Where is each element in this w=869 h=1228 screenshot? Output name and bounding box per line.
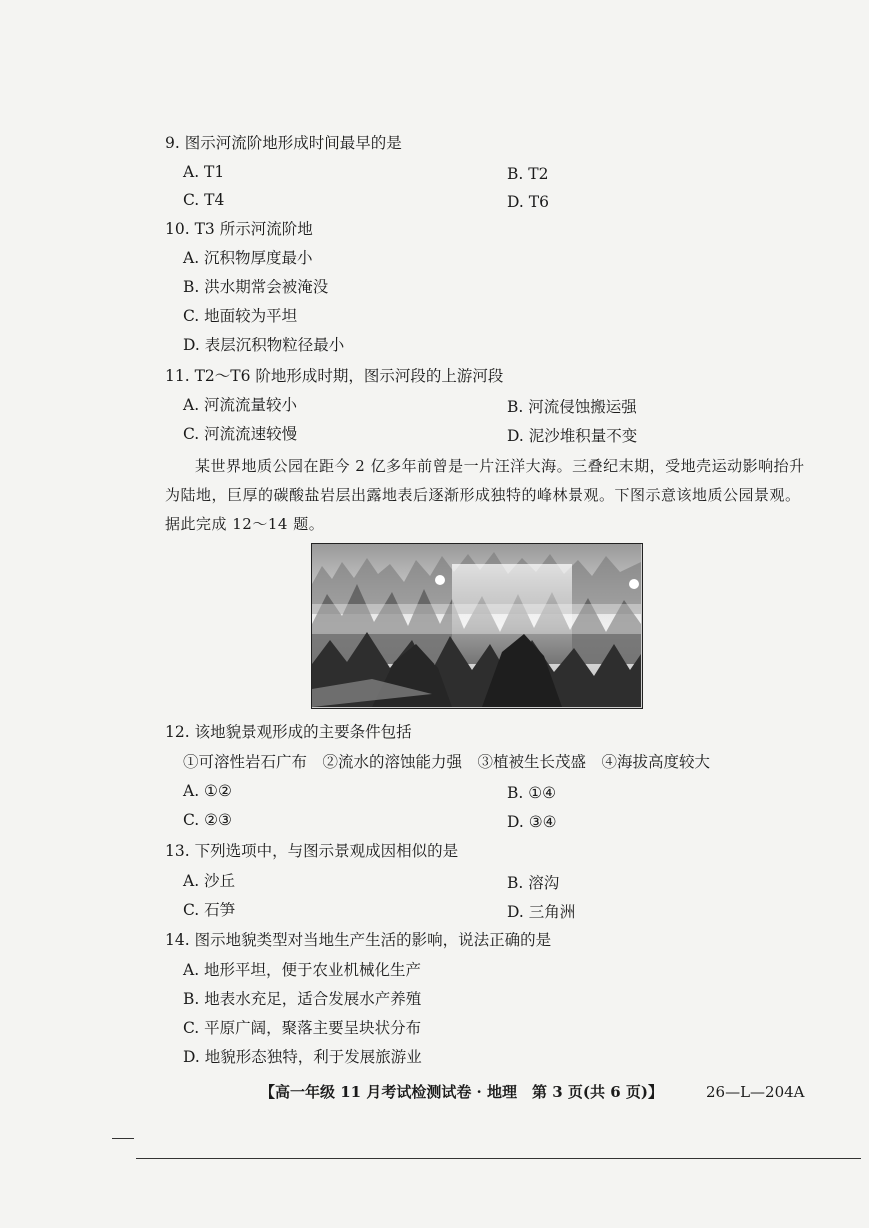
page-footer-title: 【高一年级 11 月考试检测试卷 · 地理 第 3 页(共 6 页)】 [260, 1083, 663, 1101]
bottom-rule-long [136, 1158, 861, 1159]
q13-option-a: A. 沙丘 [183, 872, 236, 890]
q10-stem: 10. T3 所示河流阶地 [165, 220, 313, 238]
q13-stem: 13. 下列选项中，与图示景观成因相似的是 [165, 842, 459, 860]
q13-option-d: D. 三角洲 [507, 903, 576, 921]
q14-option-c: C. 平原广阔，聚落主要呈块状分布 [183, 1019, 422, 1037]
q14-option-a: A. 地形平坦，便于农业机械化生产 [183, 961, 422, 979]
q11-option-d: D. 泥沙堆积量不变 [507, 427, 638, 445]
karst-landscape-photo [311, 543, 643, 709]
page-footer-code: 26—L—204A [706, 1083, 805, 1101]
q12-conditions: ①可溶性岩石广布 ②流水的溶蚀能力强 ③植被生长茂盛 ④海拔高度较大 [183, 753, 711, 771]
q12-option-b: B. ①④ [507, 784, 557, 802]
bottom-rule-short [112, 1138, 134, 1139]
q11-option-b: B. 河流侵蚀搬运强 [507, 398, 637, 416]
q10-option-d: D. 表层沉积物粒径最小 [183, 336, 345, 354]
q14-option-b: B. 地表水充足，适合发展水产养殖 [183, 990, 422, 1008]
q12-option-a: A. ①② [183, 782, 232, 800]
q9-stem: 9. 图示河流阶地形成时间最早的是 [165, 134, 402, 152]
q11-option-c: C. 河流流速较慢 [183, 425, 298, 443]
q11-option-a: A. 河流流量较小 [183, 396, 298, 414]
q13-option-b: B. 溶沟 [507, 874, 560, 892]
q14-stem: 14. 图示地貌类型对当地生产生活的影响，说法正确的是 [165, 931, 552, 949]
q10-option-b: B. 洪水期常会被淹没 [183, 278, 329, 296]
q12-option-d: D. ③④ [507, 813, 557, 831]
q14-option-d: D. 地貌形态独特，利于发展旅游业 [183, 1048, 422, 1066]
q10-option-c: C. 地面较为平坦 [183, 307, 298, 325]
q13-option-c: C. 石笋 [183, 901, 236, 919]
q10-option-a: A. 沉积物厚度最小 [183, 249, 313, 267]
q12-option-c: C. ②③ [183, 811, 232, 829]
q9-option-c: C. T4 [183, 191, 225, 209]
q9-option-b: B. T2 [507, 165, 549, 183]
reading-passage: 某世界地质公园在距今 2 亿多年前曾是一片汪洋大海。三叠纪末期，受地壳运动影响抬升为陆地，巨厚的碳酸盐岩层出露地表后逐渐形成独特的峰林景观。下图示意该地质公园景观。据此完成 12～14 题。 [165, 457, 805, 533]
q9-option-d: D. T6 [507, 193, 549, 211]
q12-stem: 12. 该地貌景观形成的主要条件包括 [165, 723, 412, 741]
q9-option-a: A. T1 [183, 163, 225, 181]
q11-stem: 11. T2～T6 阶地形成时期，图示河段的上游河段 [165, 367, 504, 385]
